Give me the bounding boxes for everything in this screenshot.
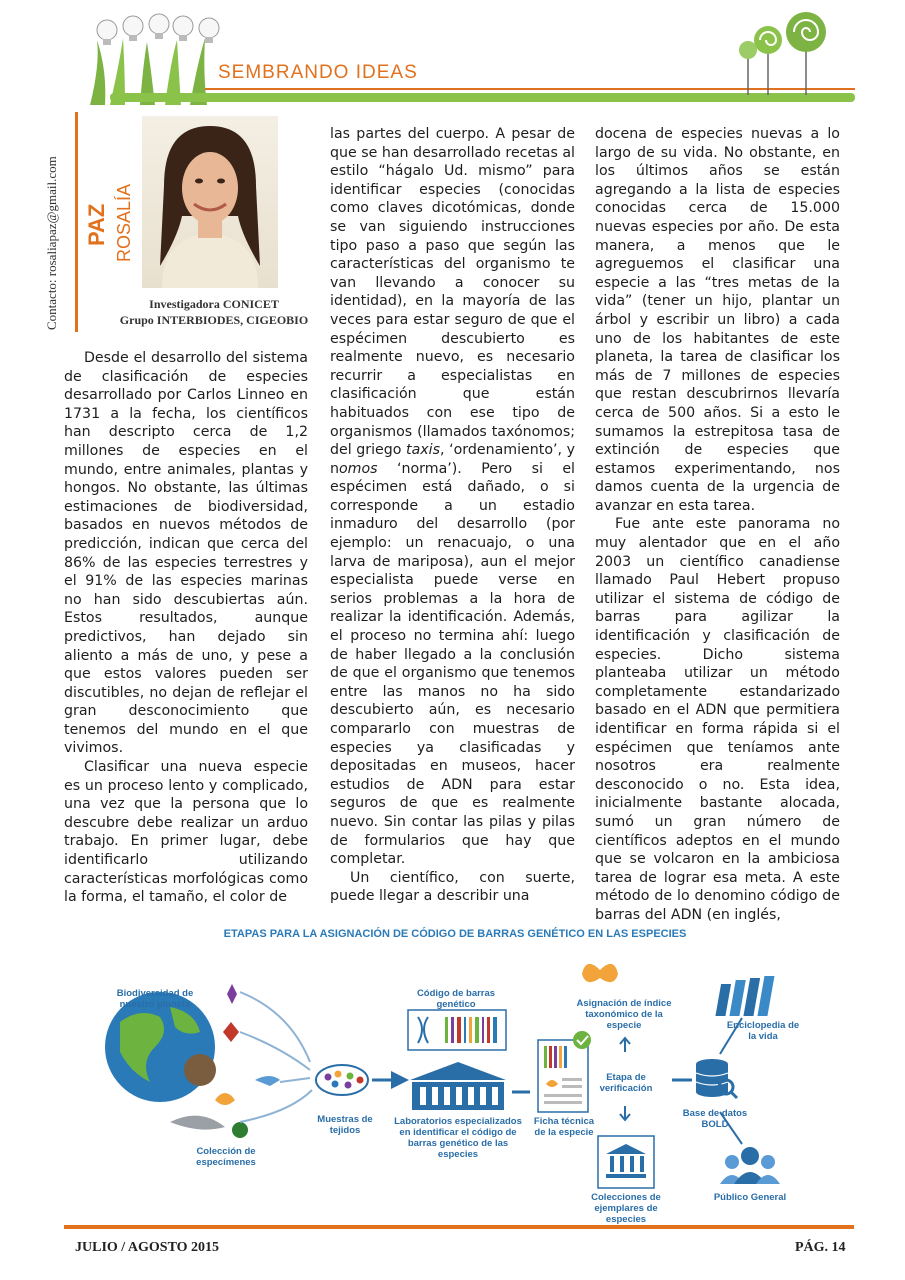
author-affiliation: [100, 296, 328, 328]
spiral-trees-illustration: [728, 10, 838, 95]
people-icon: [720, 1147, 780, 1184]
label-taxonomic-index: Asignación de índice taxonómico de la especie: [576, 998, 672, 1031]
label-laboratories: Laboratorios especializados en identificar el código de barras genético de las especies: [394, 1116, 522, 1160]
turtle-icon: [232, 1122, 248, 1138]
infographic-title: ETAPAS PARA LA ASIGNACIÓN DE CÓDIGO DE BARRAS GENÉTICO EN LAS ESPECIES: [223, 928, 687, 940]
collection-box: [598, 1136, 654, 1188]
label-verification: Etapa de verificación: [599, 1072, 653, 1094]
paragraph: Un científico, con suerte, puede llegar a describir una: [330, 869, 575, 905]
laboratory-building-icon: [410, 1062, 506, 1110]
check-icon: [573, 1031, 591, 1049]
lightbulb-plants-illustration: [85, 10, 225, 105]
author-surname: PAZ: [84, 203, 109, 246]
barcode-bars: [445, 1017, 497, 1043]
paragraph: docena de especies nuevas a lo largo de su vida. No obstante, en los últimos años se están agregando a la lista de especies conocidas cerca de 15.000 nuevas especies por año. De esta manera, a menos que le agreguemos el clasificar una especie a las “tres metas de la vida” (tener un hijo, plantar un árbol y escribir un libro) a cada uno de los habitantes de este planeta, la tarea de clasificar los más de 7 millones de especies que restan descubrirnos llevaría cerca de 500 años. Si a esto le sumamos la estrepitosa tasa de extinción de especies que estamos experimentando, nos damos cuenta de la urgencia de avanzar en esta tarea.: [595, 126, 840, 514]
label-specimen-collection: Colección de especímenes: [196, 1146, 256, 1168]
animal-silhouette: [184, 1054, 216, 1086]
page-number: PÁG. 14: [795, 1240, 846, 1255]
bird-icon: [255, 1076, 280, 1086]
database-icon: [696, 1059, 737, 1098]
text-run: , ‘ordenamiento’, y n: [330, 442, 575, 477]
butterfly-binary-icon: [582, 964, 618, 982]
paragraph: Desde el desarrollo del sistema de clasificación de especies desarrollado por Carlos Linneo en 1731 a la fecha, los científicos han descripto cerca de 1,2 millones de especies en el mundo, entre animales, plantas y hongos. No obstante, las últimas estimaciones de biodiversidad, basados en nuevos métodos de predicción, indican que cerca del 86% de las especies terrestres y el 91% de las especies marinas no han sido descubiertas aún. Estos resultados, aunque predictivos, han dejado sin aliento a más de uno, y pese a que estos valores pueden ser discutibles, no dejan de reflejar el gran desconocimiento que tenemos del mundo en el que vivimos.: [64, 350, 308, 757]
label-tissue-samples: Muestras de tejidos: [317, 1114, 373, 1136]
footer-divider: [64, 1225, 854, 1229]
author-contact: Contacto: rosaliapaz@gmail.com: [44, 156, 59, 330]
article-column-2: [330, 125, 575, 906]
text-run: ‘norma’). Pero si el espécimen está dañado, o si corresponde a un estadio inmaduro del desarrollo (por ejemplo: un renacuajo, o una larva de mariposa), aun el mejor especialista puede verse en serios problemas a la hora de realizar la identificación. Además, el proceso no termina ahí: luego de haber llegado a la conclusión de que el organismo que tenemos entre las manos no ha sido descubierto aún, es necesario compararlo con muestras de especies ya clasificadas y depositadas en museos, hacer estudios de ADN para estar seguros de que es realmente nuevo. Sin contar las pilas y pilas de formularios que hay que completar.: [330, 460, 575, 868]
author-box-border: [75, 112, 78, 332]
italic-term: taxis: [406, 442, 441, 459]
label-collections: Colecciones de ejemplares de especies: [591, 1192, 661, 1225]
paragraph: Clasificar una nueva especie es un proceso lento y complicado, una vez que la persona que lo descubre debe realizar un arduo trabajo. En primer lugar, debe identificarlo utilizando características morfológicas como la forma, el tamaño, el color de: [64, 759, 308, 906]
infographic-drawing: [60, 922, 850, 1227]
italic-term: omos: [339, 460, 378, 477]
flower-icon: [223, 1022, 239, 1042]
infographic: [60, 922, 850, 1227]
label-encyclopedia: Enciclopedia de la vida: [726, 1020, 800, 1042]
label-species-sheet: Ficha técnica de la especie: [533, 1116, 595, 1138]
author-first-name: ROSALÍA: [114, 183, 134, 262]
issue-date: JULIO / AGOSTO 2015: [75, 1240, 220, 1255]
label-database: Base de datos BOLD: [682, 1108, 748, 1130]
label-general-public: Público General: [713, 1192, 787, 1203]
author-group-line: Grupo INTERBIODES, CIGEOBIO: [119, 313, 309, 327]
plant-icon: [227, 984, 237, 1004]
label-barcode: Código de barras genético: [416, 988, 496, 1010]
page-header: [0, 0, 905, 112]
paragraph: Fue ante este panorama no muy alentador que en el año 2003 un científico canadiense llamado Paul Hebert propuso utilizar el sistema de código de barras para agilizar la identificación y clasificación de especies. Dicho sistema planteaba utilizar un método completamente estandarizado basado en el ADN que permitiera identificar en forma rápida si el espécimen que teníamos ante nosotros era realmente desconocido o no. Esta idea, inicialmente bastante alocada, sumó un gran número de científicos adeptos en el mundo que se volcaron en la ambiciosa tarea de lograr esa meta. A este método de lo denomino código de barras del ADN (en inglés,: [595, 516, 840, 923]
paragraph: [330, 125, 575, 869]
butterfly-icon: [215, 1093, 235, 1105]
section-title: SEMBRANDO IDEAS: [218, 62, 418, 83]
article-column-3: [595, 125, 840, 925]
text-run: las partes del cuerpo. A pesar de que se han desarrollado recetas al estilo “hágalo Ud. mismo” para identificar especies (conocidas como claves dicotómicas, donde se van siguiendo instrucciones tipo paso a paso que según las características del organismo te van llevando a conocer su identidad), en la mayoría de las veces para estar seguro de que el espécimen descubierto es realmente nuevo, es necesario recurrir a especialistas en clasificación que están habituados con ese tipo de organismos (llamados taxónomos; del griego: [330, 126, 576, 459]
article-column-1: [64, 349, 308, 907]
portrait-illustration: [142, 116, 278, 288]
label-biodiversity: Biodiversidad de nuestro planeta: [116, 988, 194, 1010]
books-icon: [715, 976, 774, 1016]
author-photo: [142, 116, 278, 288]
author-role-line: Investigadora CONICET: [149, 297, 279, 311]
dolphin-icon: [170, 1116, 225, 1130]
